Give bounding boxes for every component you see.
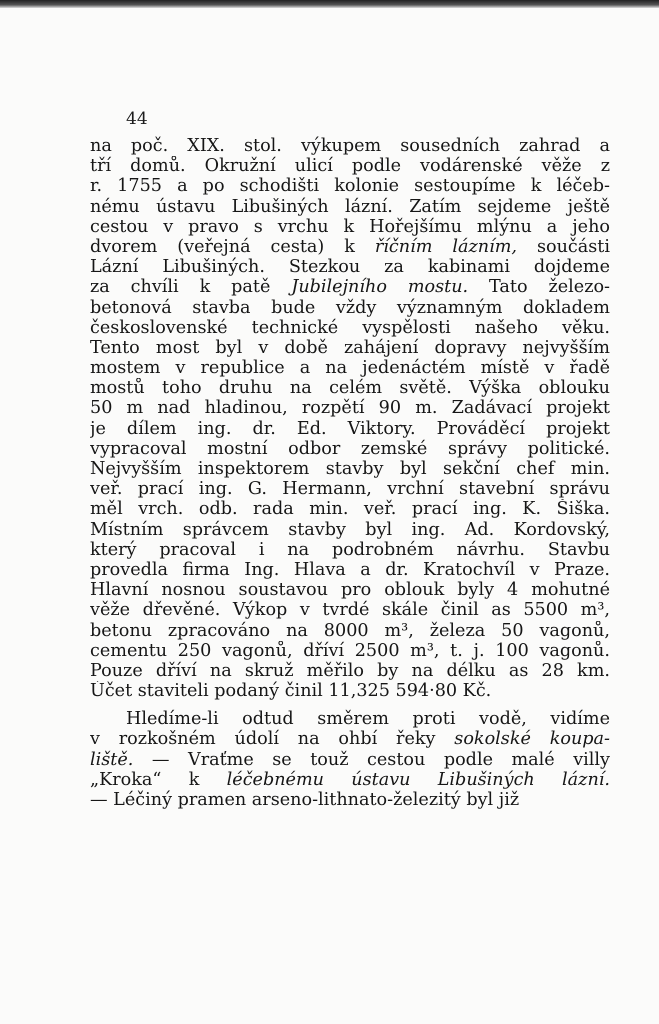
text-run: mostem v republice a na jedenáctém místě v řadě <box>90 358 610 379</box>
text-line <box>90 540 610 560</box>
text-line <box>90 560 610 580</box>
italic-text-run: Jubilejního mostu. <box>291 277 469 298</box>
text-run: je dílem ing. dr. Ed. Viktory. Prováděcí projekt <box>90 418 610 439</box>
text-run: Tento most byl v době zahájení dopravy nejvyšším <box>90 337 610 358</box>
text-run: cementu 250 vagonů, dříví 2500 m³, t. j. 100 vagonů. <box>90 640 610 661</box>
text-run: Pouze dříví na skruž měřilo by na délku as 28 km. <box>90 660 610 681</box>
text-line <box>90 750 610 770</box>
text-run: vypracoval mostní odbor zemské správy politické. <box>90 438 610 459</box>
italic-text-run: říčním lázním, <box>374 236 517 257</box>
text-run: za chvíli k patě <box>90 277 292 298</box>
text-line <box>90 217 610 237</box>
text-run: — Vraťme se touž cestou podle malé villy <box>133 749 610 770</box>
text-line <box>90 197 610 217</box>
text-line <box>90 709 610 729</box>
body-text <box>90 136 610 810</box>
text-run: betonu zpracováno na 8000 m³, železa 50 vagonů, <box>90 620 610 641</box>
text-run: Hledíme-li odtud směrem proti vodě, vidíme <box>126 709 610 730</box>
text-line <box>90 641 610 661</box>
text-line <box>90 257 610 277</box>
text-line <box>90 681 610 701</box>
text-run: Tato železo- <box>468 277 610 298</box>
text-line <box>90 318 610 338</box>
text-run: který pracoval i na podrobném návrhu. Stavbu <box>90 539 610 560</box>
text-run: r. 1755 a po schodišti kolonie sestoupíme k léčeb- <box>90 176 610 197</box>
italic-text-run: léčebnému ústavu Libušiných lázní. <box>226 769 610 790</box>
text-line <box>90 176 610 196</box>
text-line <box>90 136 610 156</box>
text-run: Hlavní nosnou soustavou pro oblouk byly 4 mohutné <box>90 580 610 601</box>
text-line <box>90 358 610 378</box>
text-run: — Léčiný pramen arseno-lithnato-železitý byl již <box>90 790 520 810</box>
text-line <box>90 770 610 790</box>
text-run: betonová stavba bude vždy významným dokladem <box>90 297 610 318</box>
text-run: Nejvyšším inspektorem stavby byl sekční chef min. <box>90 459 610 479</box>
text-line <box>90 156 610 176</box>
italic-text-run: liště. <box>90 749 134 770</box>
text-line <box>90 520 610 540</box>
text-line <box>90 600 610 620</box>
text-line <box>90 419 610 439</box>
text-line <box>90 729 610 749</box>
text-line <box>90 439 610 459</box>
text-run: veř. prací ing. G. Hermann, vrchní stavební správu <box>90 479 610 500</box>
text-run: Účet staviteli podaný činil 11,325 594·80 Kč. <box>90 681 492 702</box>
text-line <box>90 580 610 600</box>
text-run: tří domů. Okružní ulicí podle vodárenské věže z <box>90 156 610 177</box>
text-line <box>90 237 610 257</box>
text-run: Místním správcem stavby byl ing. Ad. Kordovský, <box>90 519 610 540</box>
text-line <box>90 398 610 418</box>
text-run: cestou v pravo s vrchu k Hořejšímu mlýnu a jeho <box>90 216 610 237</box>
text-run: součásti <box>517 236 610 257</box>
text-run: československé technické vyspělosti našeho věku. <box>90 317 610 338</box>
text-line <box>90 479 610 499</box>
scan-top-edge <box>0 0 659 8</box>
text-run: nému ústavu Libušiných lázní. Zatím sejdeme ještě <box>90 196 610 217</box>
text-run: na poč. XIX. stol. výkupem sousedních zahrad a <box>90 136 610 156</box>
text-line <box>90 378 610 398</box>
text-run: provedla firma Ing. Hlava a dr. Kratochvíl v Praze. <box>90 559 610 580</box>
text-run: věže dřevěné. Výkop v tvrdé skále činil as 5500 m³, <box>90 600 610 621</box>
text-run: Lázní Libušiných. Stezkou za kabinami dojdeme <box>90 257 610 278</box>
text-run: měl vrch. odb. rada min. veř. prací ing. K. Šiška. <box>90 499 610 520</box>
text-line <box>90 298 610 318</box>
text-run: 50 m nad hladinou, rozpětí 90 m. Zadávací projekt <box>90 398 610 419</box>
paragraph-gap <box>90 701 610 709</box>
paragraph <box>90 136 610 701</box>
italic-text-run: sokolské koupa- <box>454 729 610 750</box>
text-line <box>90 277 610 297</box>
text-line <box>90 621 610 641</box>
text-line <box>90 338 610 358</box>
page-number: 44 <box>126 109 148 129</box>
text-run: dvorem (veřejná cesta) k <box>90 236 375 257</box>
paragraph <box>90 709 610 810</box>
book-page <box>0 8 659 1024</box>
text-line <box>90 499 610 519</box>
text-line <box>90 661 610 681</box>
text-line <box>90 790 610 810</box>
text-run: v rozkošném údolí na ohbí řeky <box>90 729 455 750</box>
text-run: „Kroka“ k <box>90 769 227 790</box>
text-run: mostů toho druhu na celém světě. Výška oblouku <box>90 378 610 399</box>
text-line <box>90 459 610 479</box>
